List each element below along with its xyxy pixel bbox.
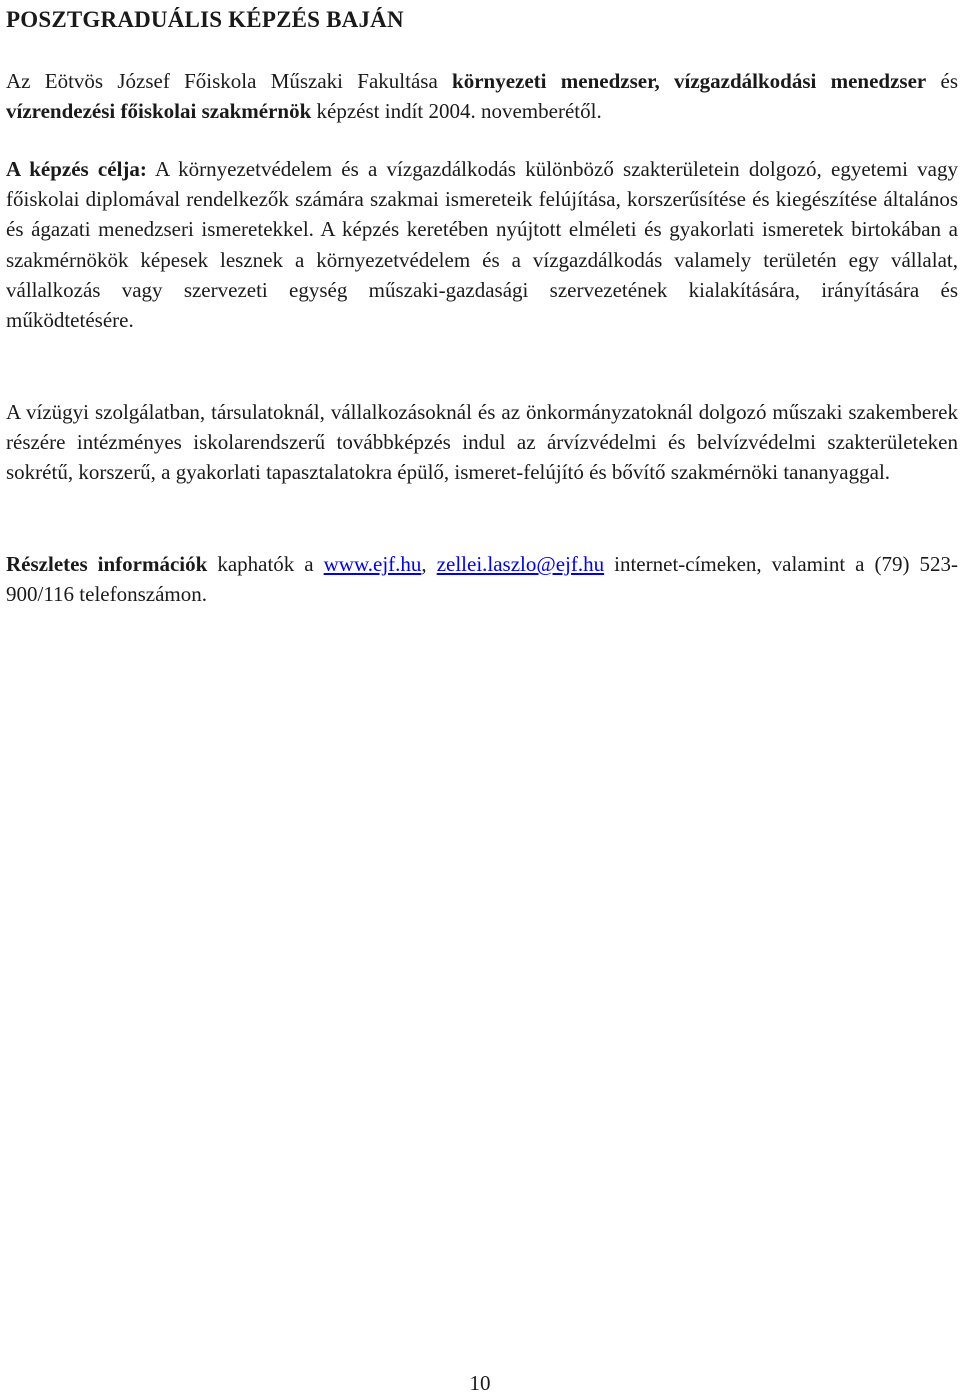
goal-text: A környezetvédelem és a vízgazdálkodás különböző szakterületein dolgozó, egyetemi vagy főiskolai diplomával rendelkezők számára szakmai ismereteik felújítása, korszerűsítése és kiegészítése általános és ágazati menedzseri ismeretekkel. A képzés keretében nyújtott elméleti és gyakorlati ismeretek birtokában a szakmérnökök képesek lesznek a környezetvédelem és a vízgazdálkodás valamely területén egy vállalat, vállalkozás vagy szervezeti egység műszaki-gazdasági szervezetének kialakítására, irányítására és működtetésére. xyxy=(6,157,958,333)
website-link[interactable]: www.ejf.hu xyxy=(323,552,422,576)
email-link[interactable]: zellei.laszlo@ejf.hu xyxy=(436,552,605,576)
training-text: A vízügyi szolgálatban, társulatoknál, vállalkozásoknál és az önkormányzatoknál dolgozó műszaki szakemberek részére intézményes iskolarendszerű továbbképzés indul az árvízvédelmi és belvízvédelmi szakterületeken sokrétű, korszerű, a gyakorlati tapasztalatokra épülő, ismeret-felújító és bővítő szakmérnöki tananyaggal. xyxy=(6,400,958,485)
intro-text-3: képzést indít 2004. novemberétől. xyxy=(311,99,602,124)
intro-bold-2: vízrendezési főiskolai szakmérnök xyxy=(6,99,312,124)
intro-paragraph xyxy=(6,66,958,126)
contact-text-2: , xyxy=(421,552,437,576)
goal-heading: A képzés célja: xyxy=(6,157,147,181)
page-number: 10 xyxy=(469,1371,491,1395)
contact-heading: Részletes információk xyxy=(6,552,208,576)
goal-paragraph xyxy=(6,154,958,335)
page-title: POSZTGRADUÁLIS KÉPZÉS BAJÁN xyxy=(6,7,404,32)
intro-text-2: és xyxy=(926,69,958,93)
intro-bold-1: környezeti menedzser, vízgazdálkodási menedzser xyxy=(452,69,927,93)
contact-text-1: kaphatók a xyxy=(207,552,324,576)
contact-text-3: internet-címeken, valamint a (79) 523-900/116 telefonszámon. xyxy=(6,552,958,607)
intro-text-1: Az Eötvös József Főiskola Műszaki Fakultása xyxy=(6,69,453,93)
contact-paragraph xyxy=(6,549,958,609)
training-paragraph xyxy=(6,397,958,488)
